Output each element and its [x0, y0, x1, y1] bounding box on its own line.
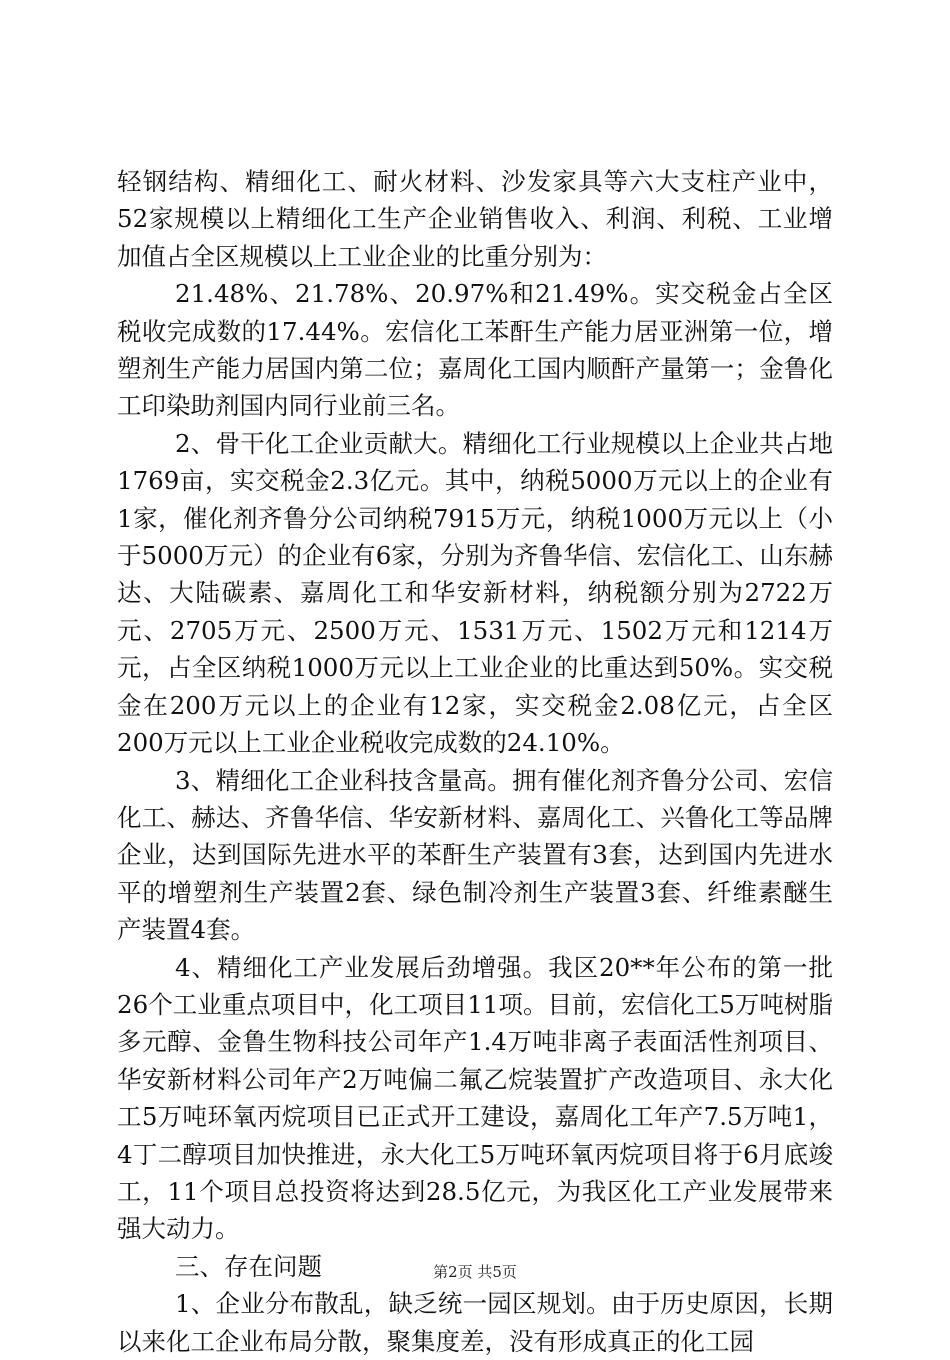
document-body: [117, 163, 833, 1360]
paragraph-4: 3、精细化工企业科技含量高。拥有催化剂齐鲁分公司、宏信化工、赫达、齐鲁华信、华安新材料、嘉周化工、兴鲁化工等品牌企业，达到国际先进水平的苯酐生产装置有3套，达到国内先进水平的增塑剂生产装置2套、绿色制冷剂生产装置3套、纤维素醚生产装置4套。: [117, 765, 833, 945]
page-number: 第2页 共5页: [433, 1263, 517, 1281]
paragraph-2: 21.48%、21.78%、20.97%和21.49%。实交税金占全区税收完成数的17.44%。宏信化工苯酐生产能力居亚洲第一位，增塑剂生产能力居国内第二位；嘉周化工国内顺酐产量第一；金鲁化工印染助剂国内同行业前三名。: [117, 279, 833, 421]
paragraph-5: 4、精细化工产业发展后劲增强。我区20**年公布的第一批26个工业重点项目中，化工项目11项。目前，宏信化工5万吨树脂多元醇、金鲁生物科技公司年产1.4万吨非离子表面活性剂项目、华安新材料公司年产2万吨偏二氟乙烷装置扩产改造项目、永大化工5万吨环氧丙烷项目已正式开工建设，嘉周化工年产7.5万吨1，4丁二醇项目加快推进，永大化工5万吨环氧丙烷项目将于6月底竣工，11个项目总投资将达到28.5亿元，为我区化工产业发展带来强大动力。: [117, 952, 833, 1244]
paragraph-3: 2、骨干化工企业贡献大。精细化工行业规模以上企业共占地1769亩，实交税金2.3亿元。其中，纳税5000万元以上的企业有1家，催化剂齐鲁分公司纳税7915万元，纳税1000万元以上（小于5000万元）的企业有6家，分别为齐鲁华信、宏信化工、山东赫达、大陆碳素、嘉周化工和华安新材料，纳税额分别为2722万元、2705万元、2500万元、1531万元、1502万元和1214万元，占全区纳税1000万元以上工业企业的比重达到50%。实交税金在200万元以上的企业有12家，实交税金2.08亿元，占全区200万元以上工业企业税收完成数的24.10%。: [117, 428, 833, 758]
paragraph-1: 轻钢结构、精细化工、耐火材料、沙发家具等六大支柱产业中，52家规模以上精细化工生产企业销售收入、利润、利税、工业增加值占全区规模以上工业企业的比重分别为：: [117, 167, 833, 271]
section-heading-problems: 三、存在问题: [175, 1251, 322, 1281]
paragraph-7: 1、企业分布散乱，缺乏统一园区规划。由于历史原因，长期以来化工企业布局分散，聚集度差，没有形成真正的化工园: [117, 1289, 833, 1356]
